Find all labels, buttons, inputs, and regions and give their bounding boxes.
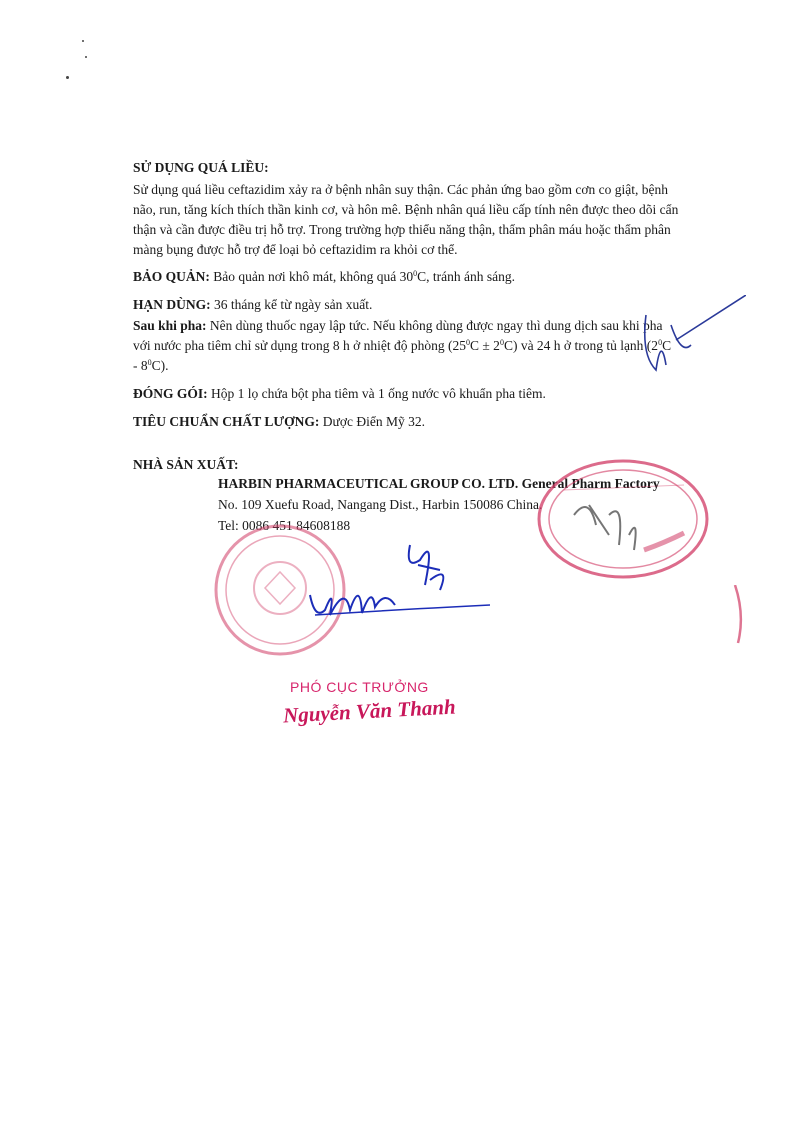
manufacturer-name: HARBIN PHARMACEUTICAL GROUP CO. LTD. General Pharm Factory [218, 476, 660, 491]
signatory-title: PHÓ CỤC TRƯỞNG [290, 679, 429, 695]
signatory-name: Nguyễn Văn Thanh [282, 694, 457, 728]
reconstitution-heading: Sau khi pha: [133, 318, 207, 333]
shelf-life-text: 36 tháng kể từ ngày sản xuất. [210, 297, 373, 312]
reconstitution-line [133, 338, 671, 354]
manufacturer-address: No. 109 Xuefu Road, Nangang Dist., Harbin 150086 China. [218, 497, 543, 512]
reconstitution-row [133, 318, 663, 334]
scan-speck [66, 76, 69, 79]
manufacturer-heading: NHÀ SẢN XUẤT: [133, 457, 239, 472]
initials-mark [636, 295, 746, 385]
packaging-row [133, 386, 546, 402]
storage-row [133, 269, 515, 285]
manufacturer-tel: Tel: 0086 451 84608188 [218, 518, 351, 533]
text-fragment: C) và 24 h ở trong tủ lạnh (2 [503, 338, 659, 353]
quality-row [133, 414, 425, 430]
degree-sup: 0 [658, 338, 663, 347]
shelf-life-row [133, 297, 372, 313]
text-fragment: C ± 2 [470, 338, 500, 353]
reconstitution-text: Nên dùng thuốc ngay lập tức. Nếu không dùng được ngay thì dung dịch sau khi pha [206, 318, 663, 333]
quality-heading: TIÊU CHUẨN CHẤT LƯỢNG: [133, 414, 320, 429]
degree-sup: 0 [499, 338, 504, 347]
degree-sup: 0 [413, 269, 418, 278]
red-ink-mark [730, 585, 750, 645]
scan-speck [82, 40, 84, 42]
packaging-text: Hộp 1 lọ chứa bột pha tiêm và 1 ống nước vô khuẩn pha tiêm. [207, 386, 546, 401]
overdose-line: màng bụng được hỗ trợ để loại bỏ ceftazidim ra khỏi cơ thể. [133, 242, 458, 257]
overdose-heading: SỬ DỤNG QUÁ LIỀU: [133, 160, 269, 175]
overdose-line: não, run, tăng kích thích thần kinh cơ, và hôn mê. Bệnh nhân quá liều cấp tính nên được theo dõi cẩn [133, 202, 679, 217]
text-fragment: C [662, 338, 672, 353]
storage-heading: BẢO QUẢN: [133, 269, 210, 284]
reconstitution-line [133, 358, 169, 374]
quality-text: Dược Điển Mỹ 32. [319, 414, 425, 429]
overdose-line: thận và cần được điều trị hỗ trợ. Trong trường hợp thiểu năng thận, thẩm phân máu hoặc thẩm phân [133, 222, 671, 237]
scan-speck [85, 56, 87, 58]
overdose-line: Sử dụng quá liều ceftazidim xảy ra ở bệnh nhân suy thận. Các phản ứng bao gồm cơn co giật, bệnh [133, 182, 669, 197]
company-seal-stamp [534, 455, 712, 583]
packaging-heading: ĐÓNG GÓI: [133, 386, 208, 401]
text-fragment: C). [151, 358, 169, 373]
text-fragment: - 8 [133, 358, 148, 373]
degree-sup: 0 [466, 338, 471, 347]
storage-text-end: C, tránh ánh sáng. [417, 269, 515, 284]
handwritten-signature [300, 525, 500, 635]
shelf-life-heading: HẠN DÙNG: [133, 297, 211, 312]
degree-sup: 0 [147, 358, 152, 367]
text-fragment: với nước pha tiêm chỉ sử dụng trong 8 h ở nhiệt độ phòng (25 [133, 338, 467, 353]
storage-text: Bảo quản nơi khô mát, không quá 30 [209, 269, 414, 284]
